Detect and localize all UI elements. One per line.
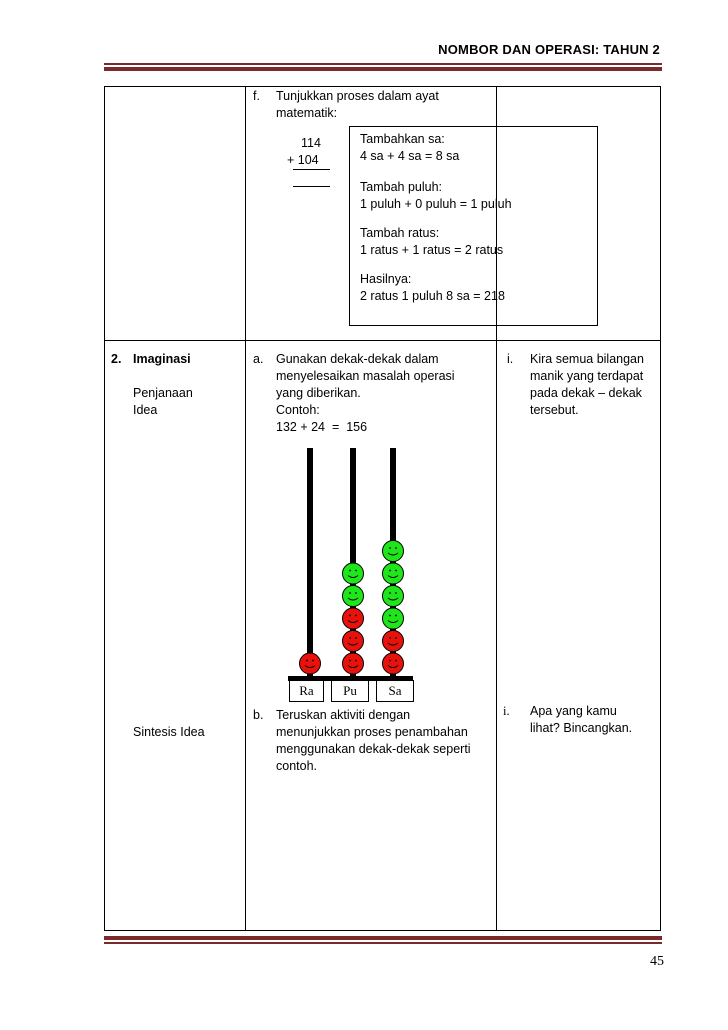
question-2-line-1: Apa yang kamu: [530, 704, 617, 718]
activity-b-line-4: contoh.: [276, 759, 318, 773]
skill-title: Imaginasi: [133, 352, 191, 366]
question-1-line-3: pada dekak – dekak: [530, 386, 642, 400]
activity-b-line-1: Teruskan aktiviti dengan: [276, 708, 411, 722]
abacus-bead-sa-green: [383, 608, 404, 629]
steps-line-8: 2 ratus 1 puluh 8 sa = 218: [360, 289, 505, 303]
activity-b-line-2: menunjukkan proses penambahan: [276, 725, 468, 739]
header-rule-thick: [104, 67, 662, 71]
abacus-bead-sa-green: [383, 541, 404, 562]
abacus-bead-sa-green: [383, 586, 404, 607]
sum-bottom-number: + 104: [287, 153, 319, 167]
activity-a-line-4: Contoh:: [276, 403, 320, 417]
abacus-bead-sa-red: [383, 631, 404, 652]
steps-line-7: Hasilnya:: [360, 272, 412, 286]
steps-line-5: Tambah ratus:: [360, 226, 440, 240]
footer-rule-thick: [104, 936, 662, 940]
question-1-marker: i.: [507, 352, 514, 366]
skill-sub1-line-1: Penjanaan: [133, 386, 193, 400]
activity-b-marker: b.: [253, 708, 264, 722]
question-1-line-4: tersebut.: [530, 403, 579, 417]
table-row-divider: [104, 340, 661, 341]
skill-number: 2.: [111, 352, 122, 366]
abacus-bead-pu-red: [343, 631, 364, 652]
question-2-line-2: lihat? Bincangkan.: [530, 721, 633, 735]
steps-line-4: 1 puluh + 0 puluh = 1 puluh: [360, 197, 512, 211]
sum-top-number: 114: [301, 136, 321, 150]
activity-a-example: 132 + 24 = 156: [276, 420, 368, 434]
page-number: 45: [650, 954, 664, 969]
abacus-rod-ra: [307, 448, 313, 677]
abacus-bead-pu-red: [343, 653, 364, 674]
item-f-line-2: matematik:: [276, 106, 338, 120]
activity-a-line-2: menyelesaikan masalah operasi: [276, 369, 455, 383]
activity-b-line-3: menggunakan dekak-dekak seperti: [276, 742, 471, 756]
steps-line-2: 4 sa + 4 sa = 8 sa: [360, 149, 460, 163]
steps-line-1: Tambahkan sa:: [360, 132, 445, 146]
abacus-bead-sa-red: [383, 653, 404, 674]
question-1-line-2: manik yang terdapat: [530, 369, 644, 383]
skill-sub2: Sintesis Idea: [133, 725, 205, 739]
header-rule-thin: [104, 63, 662, 65]
abacus-bead-pu-green: [343, 563, 364, 584]
abacus-bead-ra-red: [300, 653, 321, 674]
abacus-bead-pu-green: [343, 586, 364, 607]
activity-a-line-3: yang diberikan.: [276, 386, 361, 400]
skill-sub1-line-2: Idea: [133, 403, 158, 417]
page-header-title: NOMBOR DAN OPERASI: TAHUN 2: [438, 42, 660, 57]
abacus-label-sa: Sa: [376, 680, 414, 702]
abacus-label-ra: Ra: [289, 680, 324, 702]
activity-a-line-1: Gunakan dekak-dekak dalam: [276, 352, 439, 366]
activity-a-marker: a.: [253, 352, 264, 366]
question-2-marker: i.: [503, 704, 510, 718]
abacus-label-pu: Pu: [331, 680, 369, 702]
sum-underline-2: [293, 186, 330, 187]
table-column-divider-1: [245, 86, 246, 931]
steps-line-3: Tambah puluh:: [360, 180, 443, 194]
footer-rule-thin: [104, 942, 662, 944]
abacus-illustration: [280, 440, 420, 685]
question-1-line-1: Kira semua bilangan: [530, 352, 644, 366]
steps-line-6: 1 ratus + 1 ratus = 2 ratus: [360, 243, 504, 257]
abacus-bead-sa-green: [383, 563, 404, 584]
abacus-bead-pu-red: [343, 608, 364, 629]
item-f-marker: f.: [253, 89, 260, 103]
item-f-line-1: Tunjukkan proses dalam ayat: [276, 89, 439, 103]
sum-underline-1: [293, 169, 330, 170]
